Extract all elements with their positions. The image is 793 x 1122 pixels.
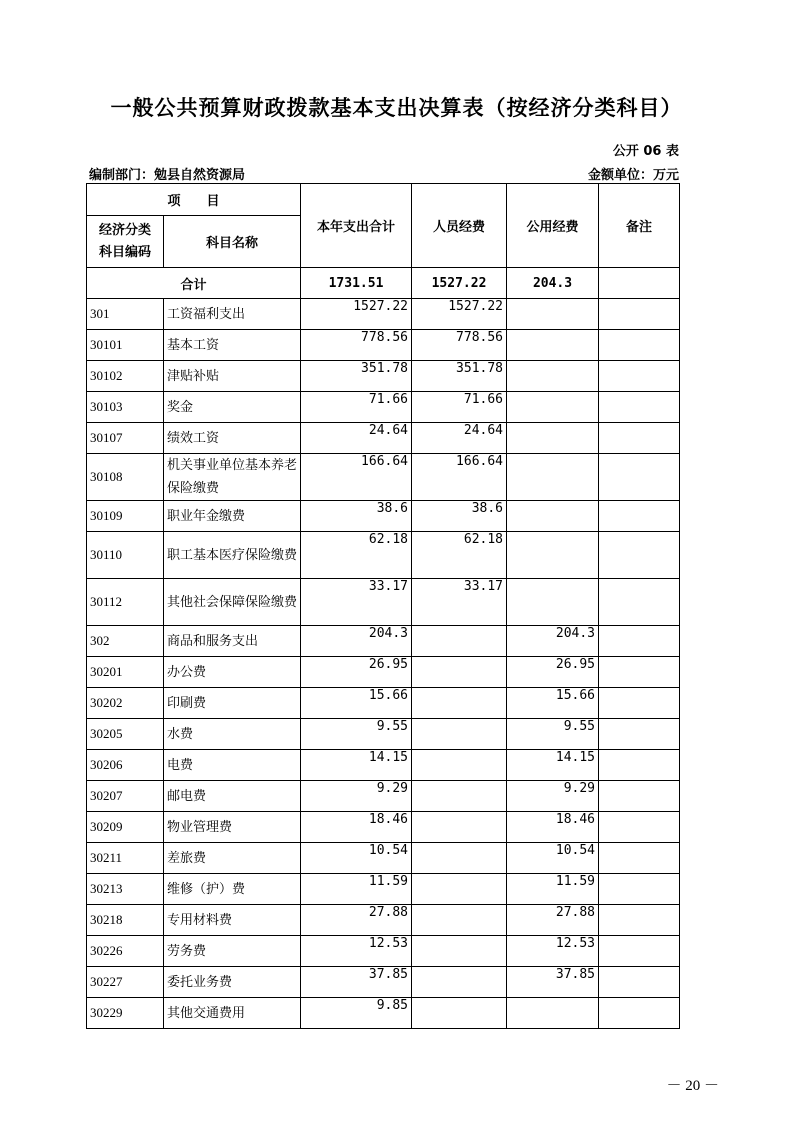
row-total: 9.29 [301, 781, 412, 812]
row-remark [599, 454, 680, 501]
row-public [507, 454, 599, 501]
header-item: 项 目 [87, 184, 301, 216]
row-public: 37.85 [507, 967, 599, 998]
row-name: 商品和服务支出 [164, 626, 301, 657]
row-personnel: 71.66 [412, 392, 507, 423]
row-personnel: 1527.22 [412, 299, 507, 330]
total-row [87, 268, 680, 299]
row-total: 71.66 [301, 392, 412, 423]
row-personnel [412, 998, 507, 1029]
row-code: 30103 [87, 392, 164, 423]
row-name: 其他交通费用 [164, 998, 301, 1029]
table-row [87, 361, 680, 392]
row-public [507, 361, 599, 392]
row-remark [599, 501, 680, 532]
table-row [87, 843, 680, 874]
row-public [507, 532, 599, 579]
row-code: 30227 [87, 967, 164, 998]
table-row [87, 750, 680, 781]
row-name: 其他社会保障保险缴费 [164, 579, 301, 626]
row-public: 26.95 [507, 657, 599, 688]
department-label: 编制部门：勉县自然资源局 [89, 168, 246, 183]
row-name: 基本工资 [164, 330, 301, 361]
row-remark [599, 812, 680, 843]
row-name: 劳务费 [164, 936, 301, 967]
row-personnel: 166.64 [412, 454, 507, 501]
row-public [507, 579, 599, 626]
row-public [507, 501, 599, 532]
row-personnel [412, 874, 507, 905]
row-remark [599, 719, 680, 750]
row-code: 30202 [87, 688, 164, 719]
total-amount: 1731.51 [301, 268, 412, 299]
row-name: 办公费 [164, 657, 301, 688]
header-public: 公用经费 [507, 184, 599, 268]
row-public: 204.3 [507, 626, 599, 657]
row-remark [599, 330, 680, 361]
row-code: 30201 [87, 657, 164, 688]
row-total: 14.15 [301, 750, 412, 781]
table-row [87, 967, 680, 998]
row-name: 水费 [164, 719, 301, 750]
row-code: 30218 [87, 905, 164, 936]
row-public: 9.29 [507, 781, 599, 812]
row-name: 差旅费 [164, 843, 301, 874]
table-row [87, 936, 680, 967]
row-code: 30205 [87, 719, 164, 750]
table-row [87, 454, 680, 501]
row-remark [599, 843, 680, 874]
row-remark [599, 392, 680, 423]
row-remark [599, 781, 680, 812]
row-remark [599, 750, 680, 781]
total-remark [599, 268, 680, 299]
row-remark [599, 967, 680, 998]
table-row [87, 688, 680, 719]
row-code: 30206 [87, 750, 164, 781]
table-row [87, 330, 680, 361]
row-remark [599, 579, 680, 626]
table-row [87, 579, 680, 626]
header-code-line2: 科目编码 [98, 244, 151, 260]
row-total: 37.85 [301, 967, 412, 998]
row-public [507, 423, 599, 454]
row-total: 10.54 [301, 843, 412, 874]
row-code: 30102 [87, 361, 164, 392]
row-name: 职工基本医疗保险缴费 [164, 532, 301, 579]
row-public: 9.55 [507, 719, 599, 750]
page-title: 一般公共预算财政拨款基本支出决算表（按经济分类科目） [110, 96, 683, 120]
row-code: 30101 [87, 330, 164, 361]
row-remark [599, 874, 680, 905]
row-name: 绩效工资 [164, 423, 301, 454]
table-row [87, 905, 680, 936]
row-code: 30109 [87, 501, 164, 532]
row-total: 12.53 [301, 936, 412, 967]
total-personnel: 1527.22 [412, 268, 507, 299]
row-personnel: 24.64 [412, 423, 507, 454]
row-remark [599, 299, 680, 330]
row-name: 邮电费 [164, 781, 301, 812]
row-code: 302 [87, 626, 164, 657]
table-row [87, 392, 680, 423]
row-total: 38.6 [301, 501, 412, 532]
table-row [87, 998, 680, 1029]
row-public: 11.59 [507, 874, 599, 905]
table-row [87, 626, 680, 657]
row-total: 11.59 [301, 874, 412, 905]
row-personnel: 351.78 [412, 361, 507, 392]
row-personnel [412, 688, 507, 719]
row-name: 机关事业单位基本养老保险缴费 [164, 454, 301, 501]
row-name: 物业管理费 [164, 812, 301, 843]
page-number: － 20 － [666, 1078, 719, 1094]
row-name: 津贴补贴 [164, 361, 301, 392]
row-name: 印刷费 [164, 688, 301, 719]
row-total: 26.95 [301, 657, 412, 688]
row-remark [599, 657, 680, 688]
row-name: 奖金 [164, 392, 301, 423]
row-personnel [412, 936, 507, 967]
table-row [87, 812, 680, 843]
row-total: 62.18 [301, 532, 412, 579]
header-code [87, 216, 164, 268]
row-code: 30112 [87, 579, 164, 626]
row-personnel [412, 750, 507, 781]
row-public [507, 299, 599, 330]
row-personnel [412, 843, 507, 874]
row-personnel [412, 626, 507, 657]
row-remark [599, 688, 680, 719]
table-row [87, 781, 680, 812]
row-public [507, 998, 599, 1029]
row-personnel [412, 812, 507, 843]
row-remark [599, 361, 680, 392]
row-name: 职业年金缴费 [164, 501, 301, 532]
header-remark: 备注 [599, 184, 680, 268]
table-row [87, 299, 680, 330]
row-code: 30207 [87, 781, 164, 812]
row-code: 30213 [87, 874, 164, 905]
row-name: 工资福利支出 [164, 299, 301, 330]
row-name: 专用材料费 [164, 905, 301, 936]
row-personnel: 778.56 [412, 330, 507, 361]
row-public: 27.88 [507, 905, 599, 936]
unit-label: 金额单位：万元 [587, 168, 679, 183]
row-personnel: 62.18 [412, 532, 507, 579]
row-personnel [412, 657, 507, 688]
row-total: 15.66 [301, 688, 412, 719]
row-total: 166.64 [301, 454, 412, 501]
row-name: 维修（护）费 [164, 874, 301, 905]
row-code: 30108 [87, 454, 164, 501]
row-total: 9.85 [301, 998, 412, 1029]
row-total: 778.56 [301, 330, 412, 361]
table-row [87, 532, 680, 579]
table-row [87, 501, 680, 532]
row-code: 30226 [87, 936, 164, 967]
row-public: 10.54 [507, 843, 599, 874]
row-code: 301 [87, 299, 164, 330]
row-total: 204.3 [301, 626, 412, 657]
total-label: 合计 [87, 268, 301, 299]
row-name: 委托业务费 [164, 967, 301, 998]
table-row [87, 874, 680, 905]
row-remark [599, 936, 680, 967]
row-public [507, 330, 599, 361]
row-remark [599, 626, 680, 657]
row-total: 18.46 [301, 812, 412, 843]
header-personnel: 人员经费 [412, 184, 507, 268]
row-total: 1527.22 [301, 299, 412, 330]
row-public: 15.66 [507, 688, 599, 719]
row-personnel [412, 781, 507, 812]
row-code: 30229 [87, 998, 164, 1029]
row-public: 18.46 [507, 812, 599, 843]
row-total: 33.17 [301, 579, 412, 626]
row-remark [599, 905, 680, 936]
row-code: 30211 [87, 843, 164, 874]
row-code: 30209 [87, 812, 164, 843]
header-code-line1: 经济分类 [98, 222, 151, 238]
budget-table [86, 183, 680, 1029]
form-number: 公开 06 表 [612, 144, 679, 159]
row-public [507, 392, 599, 423]
row-code: 30110 [87, 532, 164, 579]
row-personnel: 38.6 [412, 501, 507, 532]
row-total: 351.78 [301, 361, 412, 392]
table-row [87, 657, 680, 688]
row-public: 14.15 [507, 750, 599, 781]
row-personnel [412, 905, 507, 936]
total-public: 204.3 [507, 268, 599, 299]
row-personnel: 33.17 [412, 579, 507, 626]
row-remark [599, 532, 680, 579]
header-name: 科目名称 [164, 216, 301, 268]
table-row [87, 719, 680, 750]
row-remark [599, 998, 680, 1029]
row-total: 9.55 [301, 719, 412, 750]
row-personnel [412, 967, 507, 998]
table-row [87, 423, 680, 454]
row-personnel [412, 719, 507, 750]
row-name: 电费 [164, 750, 301, 781]
row-code: 30107 [87, 423, 164, 454]
row-remark [599, 423, 680, 454]
row-total: 24.64 [301, 423, 412, 454]
row-public: 12.53 [507, 936, 599, 967]
row-total: 27.88 [301, 905, 412, 936]
header-total: 本年支出合计 [301, 184, 412, 268]
